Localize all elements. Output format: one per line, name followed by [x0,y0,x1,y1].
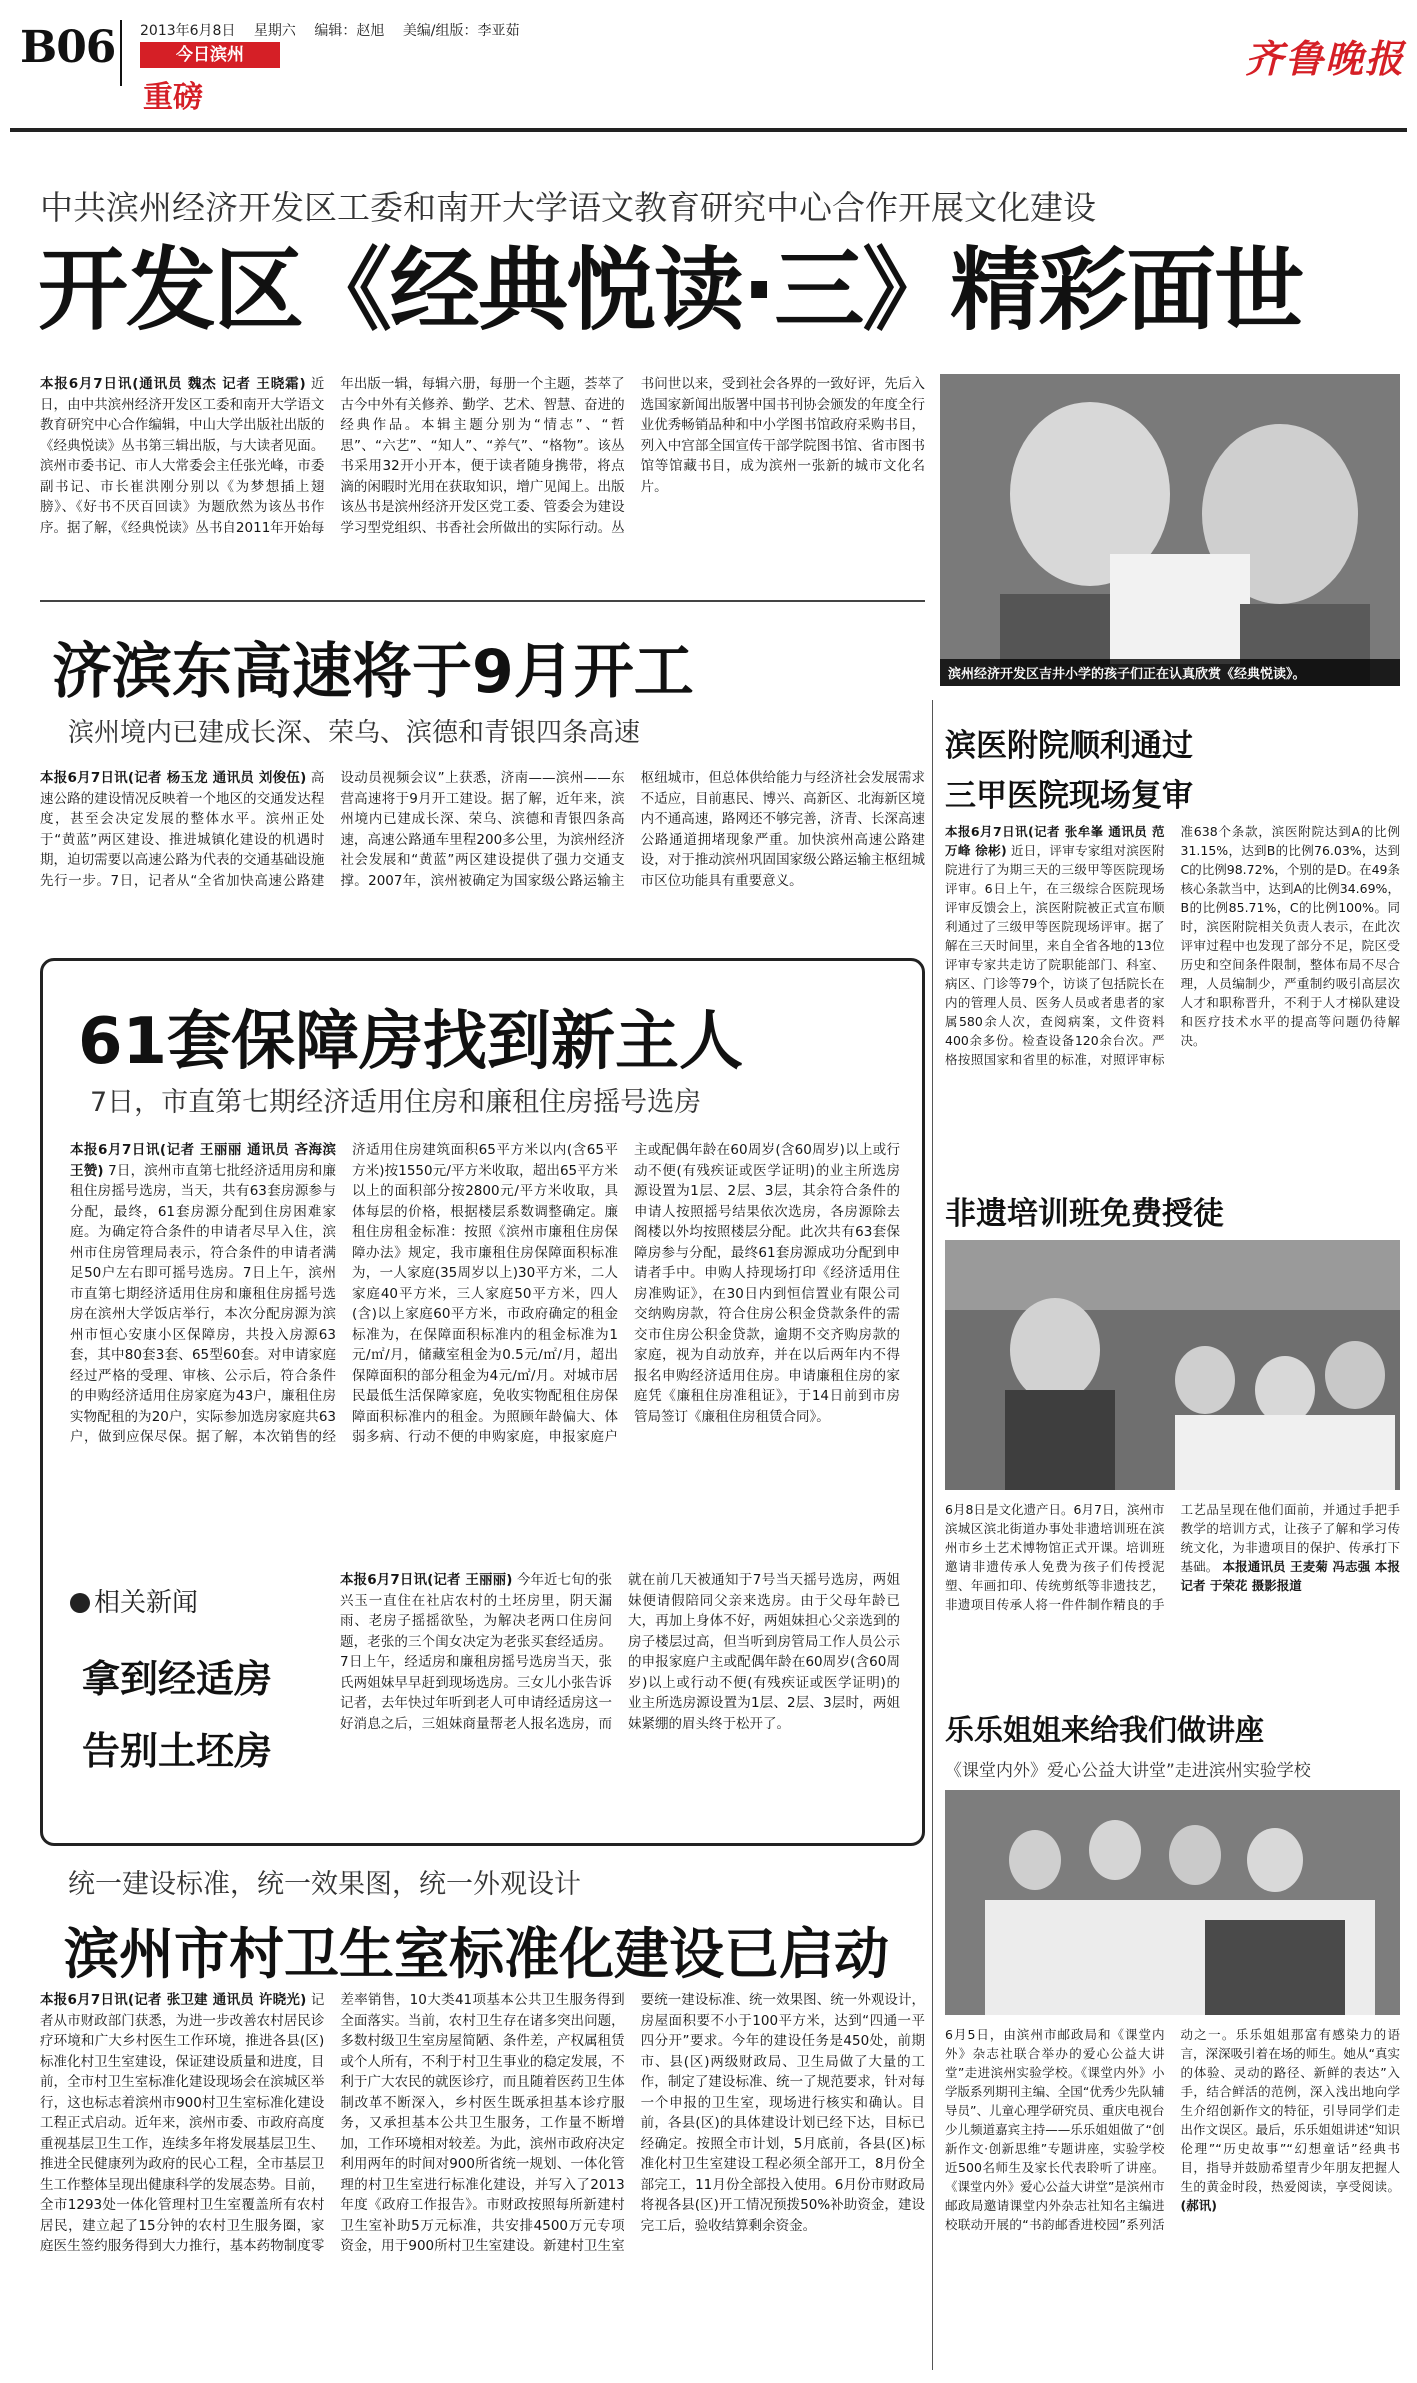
story5-title-2: 三甲医院现场复审 [945,778,1193,814]
story5-body [945,822,1400,1172]
story2-subtitle: 滨州境内已建成长深、荣乌、滨德和青银四条高速 [68,718,641,748]
issue-weekday: 星期六 [253,23,296,39]
story1-kicker: 中共滨州经济开发区工委和南开大学语文教育研究中心合作开展文化建设 [40,188,1096,227]
issue-date: 2013年6月8日 [140,23,236,39]
story6-photo [945,1240,1400,1490]
story4-byline: 本报6月7日讯(记者 张卫建 通讯员 许晓光) [40,1992,307,2008]
story4-title: 滨州市村卫生室标准化建设已启动 [64,1922,890,1986]
section-tag: 今日滨州 [140,42,280,68]
story1-photo [940,374,1400,686]
story3-title: 61套保障房找到新主人 [78,1005,744,1079]
header-divider [120,20,122,86]
reading-children-image [940,374,1400,686]
story6-byline: 本报通讯员 王麦菊 冯志强 本报记者 于荣花 摄影报道 [1180,1559,1400,1593]
story4-body [40,1990,925,2370]
story2-byline: 本报6月7日讯(记者 杨玉龙 通讯员 刘俊伍) [40,770,307,786]
story1-body [40,374,925,584]
story3-byline: 本报6月7日讯(记者 王丽丽 通讯员 吝海滨 王赞) [70,1142,336,1179]
story7-byline: (郝讯) [1180,2198,1217,2213]
related-title-1: 拿到经适房 [82,1657,273,1701]
editor-credit: 编辑：赵旭 [314,23,385,39]
header-rule [10,128,1407,132]
story1-text: 近日，由中共滨州经济开发区工委和南开大学语文教育研究中心合作编辑，中山大学出版社出版的《经典悦读》丛书第三辑出版，与大读者见面。滨州市委书记、市人大常委会主任张光峰，市委副书记、市长崔洪刚分别以《为梦想插上翅膀》、《好书不厌百回读》为题欣然为该丛书作序。据了解，《经典悦读》丛书自2011年开始每年出版一辑，每辑六册，每册一个主题，荟萃了古今中外有关修养、勤学、艺术、智慧、奋进的经典作品。本辑主题分别为“情志”、“哲思”、“六艺”、“知人”、“养气”、“格物”。该丛书采用32开小开本，便于读者随身携带，将点滴的闲暇时光用在获取知识，增广见闻上。出版该丛书是滨州经济开发区党工委、管委会为建设学习型党组织、书香社会所做出的实际行动。丛书问世以来，受到社会各界的一致好评，先后入选国家新闻出版署中国书刊协会颁发的年度全行业优秀畅销品种和中小学图书馆政府采购书目，列入中宫部全国宣传干部学院图书馆、省市图书馆等馆藏书目，成为滨州一张新的城市文化名片。 [40,376,925,536]
story4-text: 记者从市财政部门获悉，为进一步改善农村居民诊疗环境和广大乡村医生工作环境，推进各县(区)标准化村卫生室建设，保证建设质量和进度，目前，全市村卫生室标准化建设现场会在滨城区举行，这也标志着滨州市900村卫生室标准化建设工程正式启动。近年来，滨州市委、市政府高度重视基层卫生工作，连续多年将发展基层卫生、推进全民健康列为政府的民心工程，全市基层卫生工作整体呈现出健康科学的发展态势。目前，全市1293处一体化管理村卫生室覆盖所有农村居民，建立起了15分钟的农村卫生服务圈，家庭医生签约服务得到大力推行，基本药物制度零差率销售，10大类41项基本公共卫生服务得到全面落实。当前，农村卫生存在诸多突出问题，多数村级卫生室房屋简陋、条件差，产权属租赁或个人所有，不利于村卫生事业的稳定发展，不利于广大农民的就医诊疗，而且随着医药卫生体制改革不断深入，乡村医生既承担基本诊疗服务，又承担基本公共卫生服务，工作量不断增加，工作环境相对较差。为此，滨州市政府决定利用两年的时间对900所省统一规划、一体化管理的村卫生室进行标准化建设，并写入了2013年度《政府工作报告》。市财政按照每所新建村卫生室补助5万元标准，共安排4500万元专项资金，用于900所村卫生室建设。新建村卫生室要统一建设标准、统一效果图、统一外观设计，房屋面积要不小于100平方米，达到“四通一平四分开”要求。今年的建设任务是450处，前期市、县(区)两级财政局、卫生局做了大量的工作，制定了建设标准、统一了规范要求，针对每一个申报的卫生室，现场进行核实和确认。目前，各县(区)的具体建设计划已经下达，目标已经确定。按照全市计划，5月底前，各县(区)标准化村卫生室建设工程必须全部开工，8月份全部完工，11月份全部投入使用。6月份市财政局将视各县(区)开工情况预拨50%补助资金，建设完工后，验收结算剩余资金。 [40,1992,925,2254]
header-meta [140,20,520,40]
story6-body [945,1500,1400,1690]
right-column-divider [932,700,933,2370]
related-body [340,1570,900,1820]
story5-byline: 本报6月7日讯(记者 张牟峯 通讯员 范万峰 徐彬) [945,824,1165,858]
story7-body [945,2025,1400,2370]
page-header [0,0,1417,128]
related-byline: 本报6月7日讯(记者 王丽丽) [340,1572,513,1588]
designer-credit: 美编/组版：李亚茹 [402,23,520,39]
divider-story1 [40,600,925,602]
story6-text: 6月8日是文化遗产日。6月7日，滨州市滨城区滨北街道办事处非遗培训班在滨州市乡土艺术博物馆正式开课。培训班邀请非遗传承人免费为孩子们传授泥塑、年画扣印、传统剪纸等非遗技艺，非遗项目传承人将一件件制作精良的手工艺品呈现在他们面前，并通过手把手教学的培训方式，让孩子了解和学习传统文化，为非遗项目的保护、传承打下基础。 [945,1502,1400,1612]
story1-title: 开发区《经典悦读·三》精彩面世 [38,238,1303,343]
story5-text: 近日，评审专家组对滨医附院进行了为期三天的三级甲等医院现场评审。6日上午，在三级综合医院现场评审反馈会上，滨医附院被正式宣布顺利通过了三级甲等医院现场评审。据了解在三天时间里，来自全省各地的13位评审专家共走访了院职能部门、科室、病区、门诊等79个，访谈了包括院长在内的管理人员、医务人员或者患者的家属580余人次，查阅病案，文件资料400余多份。检查设备120余台次。严格按照国家和省里的标准，对照评审标准638个条款，滨医附院达到A的比例31.15%，达到B的比例76.03%，达到C的比例98.72%，个别的是D。在49条核心条款当中，达到A的比例34.69%，B的比例85.71%，C的比例100%。同时，滨医附院相关负责人表示，在此次评审过程中也发现了部分不足，院区受历史和空间条件限制，整体布局不尽合理，人员编制少，严重制约吸引高层次人才和职称晋升，不利于人才梯队建设和医疗技术水平的提高等问题仍待解决。 [945,824,1400,1067]
story7-title: 乐乐姐姐来给我们做讲座 [945,1713,1265,1747]
heritage-class-image [945,1240,1400,1490]
story1-byline: 本报6月7日讯(通讯员 魏杰 记者 王晓霜) [40,376,306,392]
story3-subtitle: 7日，市直第七期经济适用住房和廉租住房摇号选房 [90,1087,702,1118]
story6-title: 非遗培训班免费授徒 [945,1196,1224,1232]
story2-body [40,768,925,938]
story7-subtitle: 《课堂内外》爱心公益大讲堂”走进滨州实验学校 [945,1761,1311,1781]
story1-photo-caption: 滨州经济开发区吉井小学的孩子们正在认真欣赏《经典悦读》。 [940,659,1400,686]
story2-text: 高速公路的建设情况反映着一个地区的交通发达程度，甚至会决定发展的整体水平。滨州正处于“黄蓝”两区建设、推进城镇化建设的机遇时期，迫切需要以高速公路为代表的交通基础设施先行一步。7日，记者从“全省加快高速公路建设动员视频会议”上获悉，济南——滨州——东营高速将于9月开工建设。据了解，近年来，滨州境内已建成长深、荣乌、滨德和青银四条高速，高速公路通车里程200多公里，为滨州经济社会发展和“黄蓝”两区建设提供了强力交通支撑。2007年，滨州被确定为国家级公路运输主枢纽城市，但总体供给能力与经济社会发展需求不适应，目前惠民、博兴、高新区、北海新区境内不通高速，路网还不够完善，济青、长深高速公路通道拥堵现象严重。加快滨州高速公路建设，对于推动滨州巩固国家级公路运输主枢纽城市区位功能具有重要意义。 [40,770,925,889]
related-news-icon [70,1593,90,1613]
story7-text: 6月5日，由滨州市邮政局和《课堂内外》杂志社联合举办的爱心公益大讲堂”走进滨州实验学校。《课堂内外》小学版系列期刊主编、全国“优秀少先队辅导员”、儿童心理学研究员、重庆电视台少儿频道嘉宾主持——乐乐姐姐做了“创新作文·创新思维”专题讲座，实验学校近500名师生及家长代表聆听了讲座。《课堂内外》爱心公益大讲堂”是滨州市邮政局邀请课堂内外杂志社知名主编进校联动开展的“书韵邮香进校园”系列活动之一。乐乐姐姐那富有感染力的语言，深深吸引着在场的师生。她从“真实的体验、灵动的路径、新鲜的表达”入手，结合鲜活的范例，深入浅出地向学生介绍创新作文的特征，引导同学们走出作文误区。最后，乐乐姐姐讲述“知识伦理”“历史故事”“幻想童话”经典书目，指导并鼓励希望青少年朋友把握人生的黄金时段，热爱阅读，享受阅读。 [945,2027,1400,2232]
lecture-children-image [945,1790,1400,2015]
story3-body [70,1140,900,1540]
story5-title-1: 滨医附院顺利通过 [945,728,1193,764]
story3-text: 7日，滨州市直第七批经济适用房和廉租住房摇号选房，当天，共有63套房源参与分配，最终，61套房源分配到住房困难家庭。为确定符合条件的申请者尽早入住，滨州市住房管理局表示，符合条件的申请者满足50户左右即可摇号选房。7日上午，滨州市直第七期经济适用住房和廉租住房摇号选房在滨州大学饭店举行，本次分配房源为滨州市恒心安康小区保障房，共投入房源63套，其中80套3套、65型60套。对申请家庭经过严格的受理、审核、公示后，符合条件的申购经济适用住房家庭为43户，廉租住房实物配租的为20户，实际参加选房家庭共63户，做到应保尽保。据了解，本次销售的经济适用住房建筑面积65平方米以内(含65平方米)按1550元/平方米收取，超出65平方米以上的面积部分按2800元/平方米收取，具体每层的价格，根据楼层系数调整确定。廉租住房租金标准：按照《滨州市廉租住房保障办法》规定，我市廉租住房保障面积标准为，一人家庭(35周岁以上)30平方米，二人家庭40平方米，三人家庭50平方米，四人(含)以上家庭60平方米，市政府确定的租金标准为，在保障面积标准内的租金标准为1元/㎡/月，储藏室租金为0.5元/㎡/月，超出保障面积的部分租金为4元/㎡/月。对城市居民最低生活保障家庭，免收实物配租住房保障面积标准内的租金。为照顾年龄偏大、体弱多病、行动不便的申购家庭，申报家庭户主或配偶年龄在60周岁(含60周岁)以上或行动不便(有残疾证或医学证明)的业主所选房源设置为1层、2层、3层，其余符合条件的申请人按照摇号结果依次选房，各房源除去阁楼以外均按照楼层分配。此次共有63套保障房参与分配，最终61套房源成功分配到申请者手中。申购人持现场打印《经济适用住房准购证》，在30日内到恒信置业有限公司交纳购房款，符合住房公积金贷款条件的需交市住房公积金贷款，逾期不交齐购房款的家庭，视为自动放弃，并在以后两年内不得报名申购经济适用住房。申请廉租住房的家庭凭《廉租住房准租证》，于14日前到市房管局签订《廉租住房租赁合同》。 [70,1142,900,1445]
masthead-logo: 齐鲁晚报 [1245,36,1406,81]
related-title-2: 告别土坯房 [82,1729,273,1773]
related-news-label: 相关新闻 [70,1582,198,1619]
story2-title: 济滨东高速将于9月开工 [52,637,694,707]
story4-kicker: 统一建设标准，统一效果图，统一外观设计 [68,1869,581,1900]
section-name: 重磅 [143,80,203,115]
story7-photo [945,1790,1400,2015]
page-number: B06 [20,22,116,73]
related-text: 今年近七旬的张兴玉一直住在社店农村的土坯房里，阴天漏雨、老房子摇摇欲坠，为解决老两口住房问题，老张的三个闺女决定为老张买套经适房。7日上午，经适房和廉租房摇号选房当天，张氏两姐妹早早赶到现场选房。三女儿小张告诉记者，去年快过年听到老人可申请经适房这一好消息之后，三姐妹商量帮老人报名选房，而就在前几天被通知于7号当天摇号选房，两姐妹便请假陪同父亲来选房。由于父母年龄已大，再加上身体不好，两姐妹担心父亲选到的房子楼层过高，但当听到房管局工作人员公示的申报家庭户主或配偶年龄在60周岁(含60周岁)以上或行动不便(有残疾证或医学证明)的业主所选房源设置为1层、2层、3层时，两姐妹紧绷的眉头终于松开了。 [340,1572,900,1732]
